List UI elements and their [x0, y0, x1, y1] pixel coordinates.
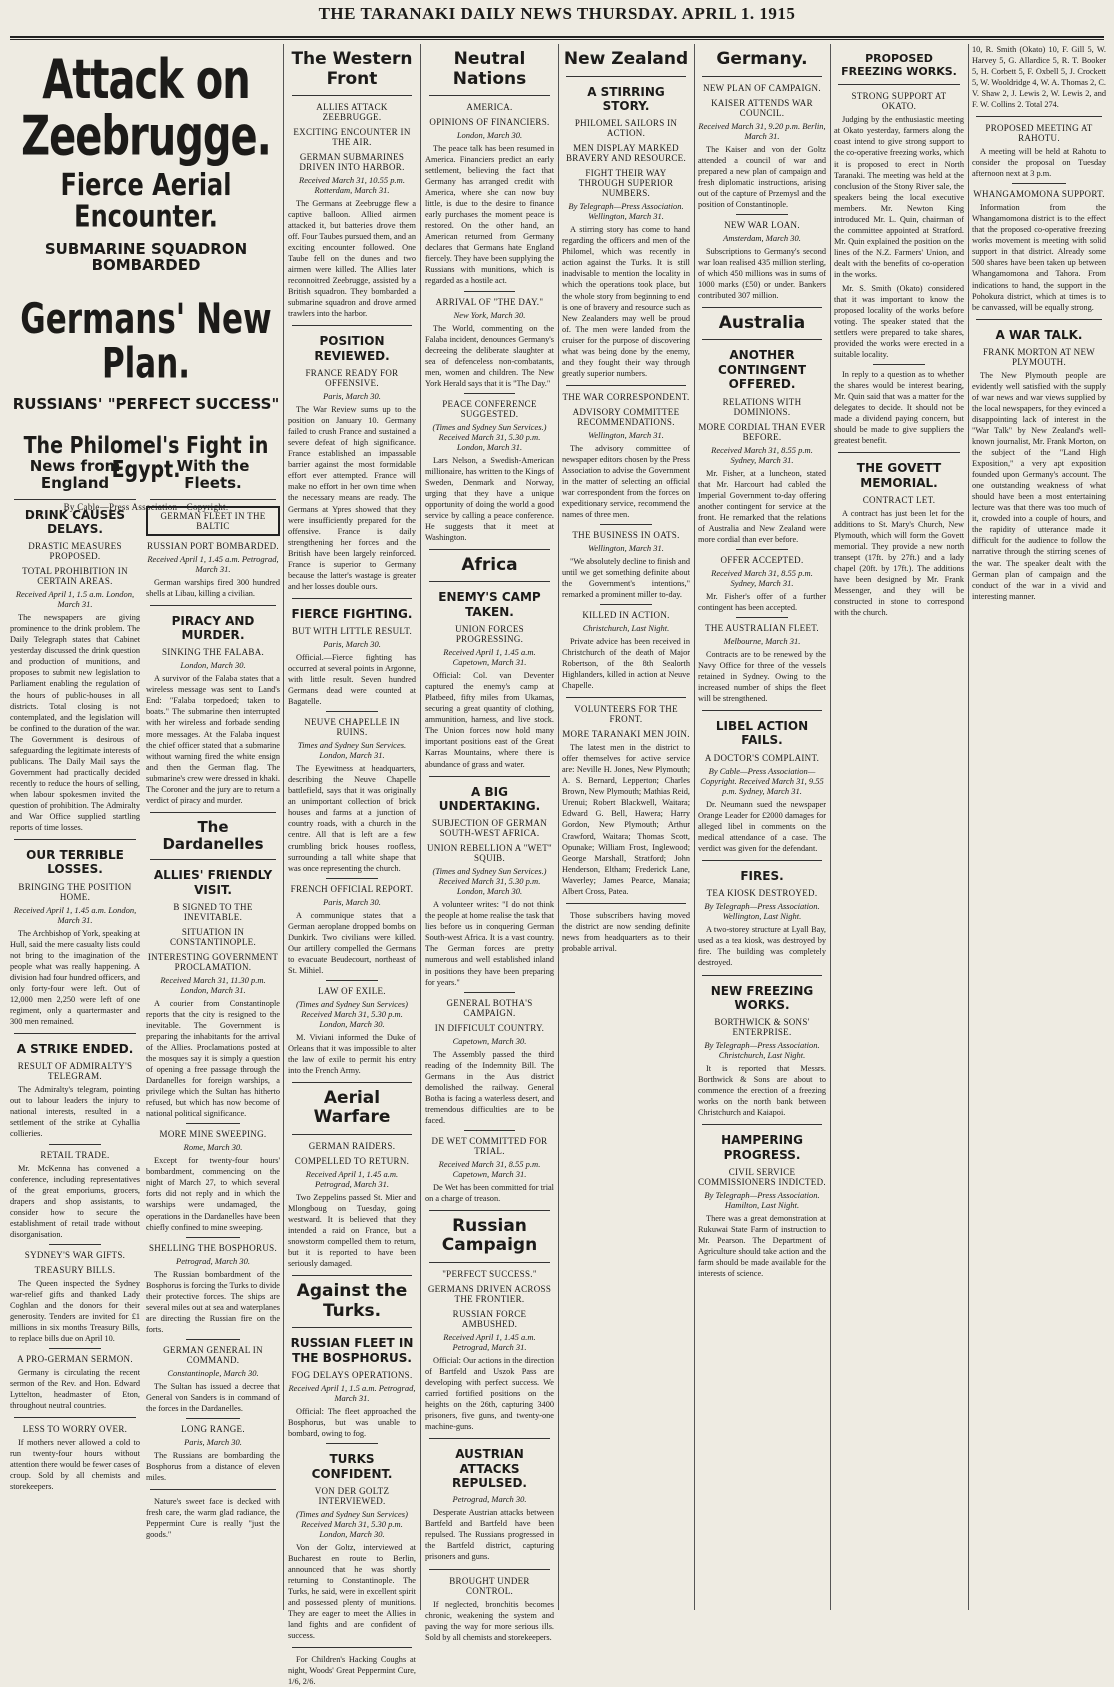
story-subtitle: EXCITING ENCOUNTER IN THE AIR.: [293, 127, 411, 148]
story-body: A stirring story has come to hand regarding the officers and men of the Philomel, which was recently in action against the Turks. It is still inadvisable to mention the locality in which the operations took place, but the whole story from beginning to end is one of bravery and resource such as New Zealanders may well be proud of. The men were landed from the cruiser for the purpose of discovering what was being done by the enemy, and they fought their way through greatly superior numbers.: [562, 225, 690, 378]
story-title: GERMAN GENERAL IN COMMAND.: [163, 1344, 263, 1365]
story-body: Germany is circulating the recent sermon of the Rev. and Hon. Edward Lyttelton, headmaster of Eton, throughout neutral countries.: [10, 1367, 140, 1411]
story-title: RETAIL TRADE.: [40, 1149, 110, 1160]
column-rule: [968, 44, 969, 1610]
dateline: Received April 1, 1.45 a.m. Petrograd, March 31.: [147, 553, 279, 574]
column-new-zealand: [562, 44, 690, 1610]
story-body: A survivor of the Falaba states that a wireless message was sent to Land's End: "Falaba torpedoed; taken to boats." The submarine then interrupted with her wireless and forbade sending more messages. At the Falaba inquest the chief officer stated that a submarine without warning fired the white ensign and then the German flag. The submarine's crew were dressed in khaki. The Coroner and the jury are to return a verdict of piracy and murder.: [146, 674, 280, 805]
dateline: Petrograd, March 30.: [452, 1494, 527, 1505]
story-title: A STRIKE ENDED.: [16, 1041, 134, 1056]
section-heading-against-the-turks: Against the Turks.: [296, 1281, 408, 1321]
column-rule: [694, 44, 695, 1610]
dateline: Wellington, March 31.: [588, 429, 664, 440]
headline-attack-zeebrugge: Attack on Zeebrugge.: [21, 49, 271, 169]
story-subtitle: BRINGING THE POSITION HOME.: [18, 881, 132, 902]
dateline: New York, March 30.: [453, 309, 526, 320]
story-title: A WAR TALK.: [995, 327, 1083, 342]
story-subtitle: COMPELLED TO RETURN.: [294, 1156, 410, 1167]
story-title: PIRACY AND MURDER.: [171, 613, 255, 642]
story-subtitle: INTERESTING GOVERNMENT PROCLAMATION.: [147, 952, 279, 972]
story-body: Mr. Fisher's offer of a further contingent has been accepted.: [698, 591, 826, 612]
dateline: Received April 1, 1.5 a.m. Petrograd, March 31.: [288, 1383, 416, 1404]
story-subtitle: UNION REBELLION A "WET" SQUIB.: [427, 843, 552, 864]
dateline: Received March 31, 8.55 p.m. Sydney, March 31.: [711, 567, 813, 588]
story-body: Judging by the enthusiastic meeting at Okato yesterday, farmers along the coast intend to give strong support to the co-operative freezing works, which it is proposed to erect in North Taranaki. The meeting was held at the conclusion of the Stony River sale, the speakers being the local executive members. Mr. Newton King introduced Mr. L. Quin, chairman of the committee appointed at Stratford. Mr. Quin explained the position on the lines of the N.Z. Farmers' Union, and dealt with the benefits of co-operation in the works.: [834, 115, 964, 279]
dateline: Melbourne, March 31.: [723, 635, 801, 646]
headline-philomel-fight: The Philomel's Fight in Egypt.: [23, 432, 269, 483]
story-title: ARRIVAL OF "THE DAY.": [435, 296, 544, 307]
story-body: German warships fired 300 hundred shells at Libau, killing a civilian.: [146, 577, 280, 598]
dateline: By Telegraph—Press Association. Wellington, March 31.: [568, 201, 684, 222]
story-subtitle: GERMAN SUBMARINES DRIVEN INTO HARBOR.: [299, 152, 405, 173]
story-title: PEACE CONFERENCE SUGGESTED.: [442, 398, 537, 419]
dateline: Received April 1, 1.45 a.m. Petrograd, March 31.: [443, 1331, 536, 1352]
headline-submarine-squadron: SUBMARINE SQUADRON BOMBARDED: [44, 240, 248, 275]
dateline: (Times and Sydney Sun Services) Received March 31, 5.30 p.m. London, March 30.: [296, 998, 408, 1029]
masthead-rule: [10, 36, 1104, 38]
story-title: TURKS CONFIDENT.: [311, 1452, 393, 1481]
column-with-the-fleets: [146, 452, 280, 1610]
story-subtitle: FIGHT THEIR WAY THROUGH SUPERIOR NUMBERS.: [578, 168, 674, 199]
story-body: The Sultan has issued a decree that General von Sanders is in command of the forces in the Dardanelles.: [146, 1381, 280, 1413]
advertisement-text: Nature's sweet face is decked with fresh care, the warm glad radiance, the Peppermint Cure is really "just the goods.": [146, 1496, 280, 1540]
story-body: Official: Col. van Deventer captured the enemy's camp at Platbeed, fifty miles from Ukamas, securing a great quantity of clothing, ammunition, harness, and live stock. The Union forces now hold many important positions east of the Great Karras Mountains, where there is abundance of grass and water.: [425, 671, 554, 769]
story-title: NEW FREEZING WORKS.: [710, 983, 814, 1012]
dateline: By Telegraph—Press Association. Hamilton, Last Night.: [704, 1190, 820, 1211]
story-title: THE AUSTRALIAN FLEET.: [705, 622, 819, 633]
story-body: Information from the Whangamomona district is to the effect that the proposed co-operative freezing works movement is meeting with solid support in that district. Already some 500 shares have been taken up between Whangamomona and Tahora. From indications to hand, the support in the Pohokura district, which at times is to be canvassed, will be equally strong.: [972, 203, 1106, 312]
dateline: (Times and Sydney Sun Services.) Received March 31, 5.30 p.m. London, March 31.: [432, 421, 547, 452]
story-body: The Germans at Zeebrugge flew a captive balloon. Allied airmen attacked it, but batteries drove them off. Four Taubes pursued them, and an exciting encounter followed. One Taube fell on the dunes and two airmen were killed. The Allies later reconnoitred Zeebrugge, assisted by a British squadron. They bombarded a submarine squadron and drove armed trawlers into the harbor.: [288, 199, 416, 319]
story-title: "PERFECT SUCCESS.": [442, 1268, 537, 1279]
story-body: The Kaiser and von der Goltz attended a council of war and prepared a new plan of campaign and fresh diplomatic instructions, arising out of the capture of Przemysl and the position of Constantinople.: [698, 144, 826, 209]
story-subtitle: DRASTIC MEASURES PROPOSED.: [28, 541, 122, 562]
story-subtitle: MEN DISPLAY MARKED BRAVERY AND RESOURCE.: [565, 143, 687, 164]
story-title: NEW WAR LOAN.: [724, 219, 800, 230]
story-title: PROPOSED MEETING AT RAHOTU.: [985, 123, 1093, 144]
story-body: A contract has just been let for the additions to St. Mary's Church, New Plymouth, which will form the Govett memorial. They provide a new north transept (17ft. by 27ft.) and a lady chapel (20ft. by 17ft.). The additions have been designed by Mr. Frank Messenger, and they will be constructed in stone to correspond with the church.: [834, 509, 964, 618]
dateline: By Telegraph—Press Association. Christchurch, Last Night.: [704, 1040, 820, 1061]
story-title: GERMAN FLEET IN THE BALTIC: [146, 506, 280, 536]
dateline: Rome, March 30.: [183, 1142, 243, 1153]
story-subtitle: RELATIONS WITH DOMINIONS.: [722, 396, 802, 417]
story-title: THE WAR CORRESPONDENT.: [562, 391, 690, 402]
dateline: (Times and Sydney Sun Services) Received March 31, 5.30 p.m. London, March 30.: [296, 1508, 408, 1539]
story-body: Mr. McKenna has convened a conference, including representatives of the great emporiums, grocers, drapers and shop assistants, to consider how to secure the establishment of retail trade without disorganisation.: [10, 1163, 140, 1239]
dateline: Christchurch, Last Night.: [582, 623, 670, 634]
dateline: Received April 1, 1.45 a.m. Petrograd, March 31.: [305, 1169, 399, 1190]
story-body: A meeting will be held at Rahotu to consider the proposal on Tuesday afternoon next at 3 p.m.: [972, 147, 1106, 179]
section-heading-new-zealand: New Zealand: [563, 49, 689, 69]
dateline: London, March 30.: [180, 660, 246, 671]
dateline: Wellington, March 31.: [588, 542, 664, 553]
dateline: By Telegraph—Press Association. Wellington, Last Night.: [704, 901, 820, 922]
story-subtitle: FOG DELAYS OPERATIONS.: [291, 1370, 413, 1381]
dateline: Paris, March 30.: [323, 639, 381, 650]
story-title: FIERCE FIGHTING.: [291, 606, 413, 621]
headline-russians-perfect-success: RUSSIANS' "PERFECT SUCCESS": [12, 394, 280, 413]
cable-credit: By Cable—Press Association—Copyright.: [63, 501, 229, 512]
masthead-rule-thin: [10, 39, 1104, 40]
story-body: The New Plymouth people are evidently well satisfied with the supply of war news and war views supplied by the local newspapers, for they evinced a disappointing lack of interest in the "War Talk" by New Zealand's well-known journalist, Mr. Frank Morton, on the subject of the "Land High Exposition," a very apt exposition founded upon Germany's account. The one outstanding weakness of what should have been a most entertaining lecture was that there was too much of it, crowded into a couple of hours, and the rapidity of utterance made it difficult for the audience to follow the narrative through the stirring scenes of the war. The speaker dealt with the German plan of campaign and the conduct of the war in a vivid and interesting manner.: [972, 370, 1106, 601]
dateline: Amsterdam, March 30.: [723, 232, 801, 243]
story-body: The War Review sums up to the position on January 10. Germany failed to crush France and sustained a severe defeat of high significance. France established an impassable barrier against the most formidable effort ever attempted. France will make no effort in her own time when the necessary means are ready. The Germans at Ypres showed that they were insufficiently prepared for the offensive. France is daily strengthening her forces and the British have been largely reinforced. France is superior to Germany because the latter's wastage is greater and her losses double ours.: [288, 405, 416, 591]
story-body: Two Zeppelins passed St. Mier and Mlongboug on Tuesday, going westward. It is believed that they intended a raid on France, but a snowstorm compelled them to return, but it is reported to have been seriously damaged.: [288, 1193, 416, 1269]
story-body: M. Viviani informed the Duke of Orleans that it was impossible to alter the law of exile to permit his entry into the French Army.: [288, 1032, 416, 1075]
story-body: A two-storey structure at Lyall Bay, used as a tea kiosk, was destroyed by fire. The building was completely destroyed.: [698, 925, 826, 968]
dateline: Received April 1, 1.5 a.m. London, March 31.: [15, 589, 135, 610]
story-title: HAMPERING PROGRESS.: [721, 1133, 803, 1162]
story-title: LIBEL ACTION FAILS.: [715, 719, 809, 748]
story-title: NEW PLAN OF CAMPAIGN.: [703, 82, 821, 93]
story-body: Von der Goltz, interviewed at Bucharest en route to Berlin, announced that he was shortly returning to Constantinople. The Turks, he said, were in excellent spirit and possessed plenty of munitions. They are eager to meet the Allies in land fights and are confident of success.: [288, 1542, 416, 1641]
story-title: KILLED IN ACTION.: [582, 610, 670, 621]
story-body: Subscriptions to Germany's second war loan realised 435 million sterling, of which 450 millions was in sums of 1000 marks (£50) or under. Bankers contributed 307 million.: [698, 246, 826, 300]
headline-aerial-encounter: Fierce Aerial Encounter.: [60, 167, 232, 234]
story-title: ANOTHER CONTINGENT OFFERED.: [717, 348, 807, 392]
column-rule: [283, 44, 284, 1610]
story-body: Desperate Austrian attacks between Bartfeld and Bartfeld have been repulsed. The Russians progressed in the Bartfeld district, capturing prisoners and guns.: [425, 1508, 554, 1562]
story-body: Contracts are to be renewed by the Navy Office for three of the vessels retained in Sydney. Owing to the increased number of ships the fleet will be strengthened.: [698, 649, 826, 704]
advertisement-text: If neglected, bronchitis becomes chronic, weakening the system and paving the way for more serious ills. Sold by all chemists and storekeepers.: [425, 1599, 554, 1642]
story-title: OFFER ACCEPTED.: [720, 554, 804, 565]
column-freezing-works: [834, 44, 964, 1610]
section-heading-dardanelles: The Dardanelles: [162, 817, 264, 853]
dateline: London, March 30.: [456, 130, 523, 141]
story-body: The Assembly passed the third reading of the Indemnity Bill. The Germans in the Aus district demolished the railway. General Botha is facing a waterless desert, and tremendous difficulties are to be faced.: [425, 1049, 554, 1125]
dateline: Petrograd, March 30.: [176, 1255, 250, 1266]
story-title: ENEMY'S CAMP TAKEN.: [438, 590, 541, 619]
story-body: The Archbishop of York, speaking at Hull, said the mere casualty lists could not bring to the imagination of the people what was really happening. A division had four hundred officers, and only forty-four were left. Out of 12,000 men 2,250 were left of one regiment, only a quartermaster and 300 men remained.: [10, 928, 140, 1026]
story-title: VOLUNTEERS FOR THE FRONT.: [574, 704, 678, 725]
column-rule: [558, 44, 559, 1610]
story-subtitle: IN DIFFICULT COUNTRY.: [434, 1022, 545, 1033]
story-title: SHELLING THE BOSPHORUS.: [149, 1242, 277, 1253]
story-title: A PRO-GERMAN SERMON.: [17, 1353, 133, 1364]
story-body: Except for twenty-four hours' bombardment, commencing on the night of March 27, to which several forts did not reply and in which the warships were undamaged, the operations in the Dardanelles have been chiefly confined to mine sweeping.: [146, 1156, 280, 1232]
story-title: AMERICA.: [466, 102, 513, 113]
story-subtitle: STRONG SUPPORT AT OKATO.: [851, 91, 947, 112]
story-subtitle: FRANK MORTON AT NEW PLYMOUTH.: [982, 346, 1096, 367]
headline-germans-new-plan: Germans' New Plan.: [20, 295, 272, 388]
dateline: Constantinople, March 30.: [167, 1367, 259, 1378]
story-title: GERMAN RAIDERS.: [308, 1141, 396, 1152]
story-title: DRINK CAUSES DELAYS.: [24, 507, 126, 536]
story-subtitle: PHILOMEL SAILORS IN ACTION.: [574, 118, 678, 139]
dateline: Received March 31, 10.55 p.m. Rotterdam, March 31.: [299, 175, 405, 196]
story-body: The Russians are bombarding the Bosphorus from a distance of eleven miles.: [146, 1450, 280, 1482]
dateline: Paris, March 30.: [184, 1436, 242, 1447]
masthead: THE TARANAKI DAILY NEWS THURSDAY. APRIL 1. 1915: [318, 4, 796, 23]
story-title: A STIRRING STORY.: [587, 84, 665, 113]
column-shares-and-war-talk: [972, 44, 1106, 1610]
story-title: AUSTRIAN ATTACKS REPULSED.: [452, 1447, 527, 1490]
dateline: Capetown, March 30.: [452, 1035, 527, 1046]
section-heading-russian-campaign: Russian Campaign: [441, 1215, 538, 1256]
story-body: A volunteer writes: "I do not think the people at home realise the task that lies before us in conquering German South-west Africa. It is a vast country. The German forces are pretty numerous and well established inland in positions they have been preparing for years.": [425, 900, 554, 987]
story-title: LONG RANGE.: [181, 1423, 245, 1434]
story-title: A BIG UNDERTAKING.: [438, 784, 541, 813]
column-neutral-nations: [425, 44, 554, 1642]
column-news-from-england: [10, 452, 140, 1610]
story-body: Mr. Fisher, at a luncheon, stated that Mr. Harcourt had cabled the Imperial Government to-day offering another contingent for service at the front. He remarked that the relations of Australia and New Zealand were more cordial than ever before.: [698, 468, 826, 544]
story-title: THE GOVETT MEMORIAL.: [856, 461, 942, 490]
story-title: SYDNEY'S WAR GIFTS.: [24, 1249, 126, 1260]
story-subtitle: TOTAL PROHIBITION IN CERTAIN AREAS.: [22, 566, 128, 587]
story-title: ALLIES ATTACK ZEEBRUGGE.: [316, 102, 388, 123]
story-subtitle: MORE TARANAKI MEN JOIN.: [562, 729, 690, 740]
column-rule: [420, 44, 421, 1610]
story-body: Official.—Fierce fighting has occurred at several points in Argonne, with little result. Seven hundred Germans dead were counted at Bagatelle.: [288, 653, 416, 707]
story-subtitle: TREASURY BILLS.: [34, 1264, 116, 1275]
section-heading-western-front: The Western Front: [291, 49, 413, 89]
section-heading-proposed-freezing-works: PROPOSED FREEZING WORKS.: [841, 52, 957, 79]
story-subtitle: VON DER GOLTZ INTERVIEWED.: [314, 1485, 390, 1506]
story-subtitle: ADVISORY COMMITTEE RECOMMENDATIONS.: [572, 406, 680, 427]
advertisement-text: For Children's Hacking Coughs at night, Woods' Great Peppermint Cure, 1/6, 2/6.: [288, 1655, 416, 1687]
story-subtitle: CIVIL SERVICE COMMISSIONERS INDICTED.: [698, 1167, 826, 1188]
section-heading-aerial-warfare: Aerial Warfare: [313, 1087, 391, 1128]
story-title: THE BUSINESS IN OATS.: [572, 529, 680, 540]
section-heading-with-the-fleets: With the Fleets.: [176, 457, 250, 493]
dateline: By Cable—Press Association—Copyright. Received March 31, 9.55 p.m. Sydney, March 31.: [700, 765, 824, 796]
story-title: FIRES.: [740, 868, 784, 883]
story-title: POSITION REVIEWED.: [314, 334, 390, 363]
story-body: The Admiralty's telegram, pointing out to labour leaders the injury to national interests, resulted in a settlement of the strike at Cyhallia collieries.: [10, 1085, 140, 1139]
story-title: LAW OF EXILE.: [318, 985, 386, 996]
story-title: ALLIES' FRIENDLY VISIT.: [153, 868, 273, 897]
story-body: A courier from Constantinople reports that the city is resigned to the inevitable. The Government is preparing the inhabitants for the arrival of the Allies. Proclamations posted at the mosques say it is simply a question of opening a free passage through the Dardanelles for foreign warships, a privilege which the Sultan has hitherto refused, but which has now become of national political significance.: [146, 999, 280, 1119]
story-title: LESS TO WORRY OVER.: [22, 1424, 128, 1435]
story-body: The World, commenting on the Falaba incident, denounces Germany's decreeing the deliberate slaughter at sea of defenceless non-combatants, men, women and children. The New York Herald says that it is "The Day.": [425, 323, 554, 388]
story-subtitle: TEA KIOSK DESTROYED.: [706, 888, 818, 899]
story-title: BROUGHT UNDER CONTROL.: [449, 1575, 530, 1596]
story-subtitle: CONTRACT LET.: [862, 495, 936, 506]
section-heading-africa: Africa: [461, 554, 518, 575]
story-body: A communique states that a German aeroplane dropped bombs on Dunkirk. Two civilians were killed. Our artillery compelled the Germans to evacuate Beudecourt, northeast of St. Mihiel.: [288, 910, 416, 975]
story-subtitle: SINKING THE FALABA.: [161, 647, 265, 658]
story-body: The Russian bombardment of the Bosphorus is forcing the Turks to divide their protective forces. The ships are several miles out at sea and waterplanes are directing the Russian fire on the forts.: [146, 1269, 280, 1334]
dateline: Times and Sydney Sun Services. London, March 31.: [297, 740, 407, 761]
story-title: MORE MINE SWEEPING.: [159, 1129, 267, 1140]
dateline: (Times and Sydney Sun Services.) Received March 31, 5.30 p.m. London, March 30.: [432, 866, 547, 897]
section-heading-neutral-nations: Neutral Nations: [452, 49, 527, 89]
story-body: The Queen inspected the Sydney war-relief gifts and thanked Lady Coghlan and the donors for their generosity. Tenders are invited for £1 millions in six months Treasury Bills, to replace bills due on April 10.: [10, 1278, 140, 1343]
story-body: Those subscribers having moved the district are now sending definite news from headquarters as to their probable arrival.: [562, 910, 690, 953]
story-body: De Wet has been committed for trial on a charge of treason.: [425, 1182, 554, 1203]
story-subtitle: SUBJECTION OF GERMAN SOUTH-WEST AFRICA.: [431, 818, 547, 839]
story-body: The newspapers are giving prominence to the drink problem. The Daily Telegraph states that Cabinet yesterday discussed the drink question and production of munitions, and proposes to submit new legislation to Parliament enabling the regulation of the hours of public-houses in all districts. Total closing is not contemplated, and the legislation will be confined to the duration of the war. The Government is desirous of safeguarding the legitimate interests of publicans. The Daily Mail says the Government had practically decided recently to reduce the hours of selling, when labour spokesmen invited the question of prohibition. The Admiralty and War Office supplied startling reports of time losses.: [10, 613, 140, 832]
story-subtitle: BUT WITH LITTLE RESULT.: [291, 626, 413, 637]
dateline: Received March 31, 9.20 p.m. Berlin, March 31.: [698, 120, 826, 141]
story-body: Official: Our actions in the direction of Bartfeld and Uszok Pass are developing with perfect success. We carried fortified positions on the heights on the 26th, capturing 3400 prisoners, five guns, and twenty-one machine-guns.: [425, 1355, 554, 1432]
story-title: DE WET COMMITTED FOR TRIAL.: [431, 1135, 548, 1156]
story-body: Lars Nelson, a Swedish-American millionaire, has written to the Kings of Sweden, Denmark and Norway, urging that they have a unique opportunity of doing the world a good service by calling a peace conference. He suggests that it meet at Washington.: [425, 455, 554, 542]
story-subtitle: RUSSIAN PORT BOMBARDED.: [147, 540, 279, 551]
story-body: The Eyewitness at headquarters, describing the Neuve Chapelle battlefield, says that it was originally an unimportant collection of brick houses and farms at a junction of country roads, with a church in the centre. All that is left are a few crumbling brick houses roofless, surrounding a tall white shape that was once representing the church.: [288, 764, 416, 873]
story-subtitle: RUSSIAN FORCE AMBUSHED.: [452, 1308, 527, 1329]
story-title: GENERAL BOTHA'S CAMPAIGN.: [446, 997, 533, 1018]
dateline: Paris, March 30.: [323, 391, 381, 402]
story-subtitle: SITUATION IN CONSTANTINOPLE.: [169, 927, 257, 947]
story-body: Mr. S. Smith (Okato) considered that it was important to know the proposed locality of the works before voting. The speaker stated that the settlers were prepared to take shares, provided the works were erected in a suitable locality.: [834, 283, 964, 360]
story-body: "We absolutely decline to finish and until we get something definite about the Government's intentions," remarked a prominent miller to-day.: [562, 556, 690, 600]
story-title: RUSSIAN FLEET IN THE BOSPHORUS.: [290, 1336, 414, 1365]
story-body: Official: The fleet approached the Bosphorus, but was unable to bombard, owing to fog.: [288, 1407, 416, 1439]
story-body: Dr. Neumann sued the newspaper Orange Leader for £2000 damages for alleged libel in comments on the medical attendance of a case. The verdict was given for the defendant.: [698, 799, 826, 853]
story-body: Private advice has been received in Christchurch of the death of Major Robertson, of the 8th Sealorth Highlanders, killed in action at Neuve Chapelle.: [562, 637, 690, 691]
story-subtitle: RESULT OF ADMIRALTY'S TELEGRAM.: [17, 1061, 133, 1082]
section-heading-news-from-england: News from England: [29, 457, 121, 493]
story-subtitle: BORTHWICK & SONS' ENTERPRISE.: [714, 1017, 810, 1038]
story-body: If mothers never allowed a cold to run twenty-four hours without attention there would be fewer cases of croup. Sold by all chemists and storekeepers.: [10, 1438, 140, 1492]
dateline: Received March 31, 8.55 p.m. Sydney, March 31.: [711, 444, 813, 465]
story-body: In reply to a question as to whether the shares would be interest bearing, Mr. Quin said that was a matter for the delegates to decide. It should not be made a dividend paying concern, but should be made to give suppliers the greatest benefit.: [834, 370, 964, 446]
section-heading-australia: Australia: [718, 312, 806, 333]
story-subtitle: B SIGNED TO THE INEVITABLE.: [173, 902, 253, 922]
story-body: The latest men in the district to offer themselves for active service are: Neville H. Jones, New Plymouth; A. S. Bernard, Lepperton; Charles Brown, New Plymouth; Mathias Reid, Urenui; Robert Blackwell, Waitara; Edward G. Bell, Hawera; Harry Gordon, New Plymouth; Arthur Crawford, Waitara; Thomas Scott, Opunake; William Frost, Inglewood; George Marshall, Stratford; John Henderson, Eltham; Frederick Lane, Waverley; James Pearce, Manaia; Albert Cross, Patea.: [562, 743, 690, 896]
story-subtitle: UNION FORCES PROGRESSING.: [455, 624, 524, 645]
dateline: Received March 31, 11.30 p.m. London, March 31.: [160, 975, 266, 995]
story-body: There was a great demonstration at Rukuwai State Farm of instruction to Mr. Pearson. The Department of Agriculture should take action and the farm should be made available for the interests of science.: [698, 1214, 826, 1279]
section-heading-germany: Germany.: [716, 49, 808, 69]
story-title: NEUVE CHAPELLE IN RUINS.: [304, 717, 400, 738]
dateline: Received April 1, 1.45 a.m. London, March 31.: [13, 904, 137, 925]
story-subtitle: FRANCE READY FOR OFFENSIVE.: [305, 368, 399, 389]
dateline: Received April 1, 1.45 a.m. Capetown, March 31.: [443, 647, 536, 668]
dateline: Paris, March 30.: [323, 896, 381, 907]
story-subtitle: MORE CORDIAL THAN EVER BEFORE.: [698, 421, 826, 442]
story-title: FRENCH OFFICIAL REPORT.: [290, 883, 414, 894]
story-body: It is reported that Messrs. Borthwick & Sons are about to commence the erection of a freezing works on the north bank between Christchurch and Kaiapoi.: [698, 1064, 826, 1118]
story-body: The peace talk has been resumed in America. Financiers predict an early settlement, believing the fact that Germany has arranged credit with America, where she can now buy little, is due to the desire to finance early purchases the moment peace is restored. On the other hand, an American returned from Germany declares that Germans hate England fiercely. They have been supplying the Russians with munitions, which is regarded as a hostile act.: [425, 144, 554, 286]
story-subtitle: GERMANS DRIVEN ACROSS THE FRONTIER.: [427, 1283, 552, 1304]
story-subtitle: KAISER ATTENDS WAR COUNCIL.: [711, 97, 813, 118]
story-title: WHANGAMOMONA SUPPORT.: [973, 189, 1105, 200]
story-title: OUR TERRIBLE LOSSES.: [26, 847, 124, 877]
column-germany: [698, 44, 826, 1610]
column-western-front: [288, 44, 416, 1687]
shareholder-list: 10, R. Smith (Okato) 10, F. Gill 5, W. Harvey 5, G. Allardice 5, R. T. Booker 5, H. Corbett 5, F. Oxbell 5, J. Crockett 5, W. Wooldridge 4, W. A. Thomas 2, C. V. Shaw 2, J. Lewis 2, W. Lewis 2, and F. W. Collins 2. Total 274.: [972, 45, 1106, 110]
column-rule: [830, 44, 831, 1610]
story-body: The advisory committee of newspaper editors chosen by the Press Association to advise the Government in the matter of selecting an official war correspondent from the forces on expeditionary service, recommend the names of three men.: [562, 443, 690, 519]
story-subtitle: OPINIONS OF FINANCIERS.: [429, 117, 550, 128]
story-subtitle: A DOCTOR'S COMPLAINT.: [704, 752, 820, 763]
dateline: Received March 31, 8.55 p.m. Capetown, March 31.: [438, 1158, 541, 1179]
